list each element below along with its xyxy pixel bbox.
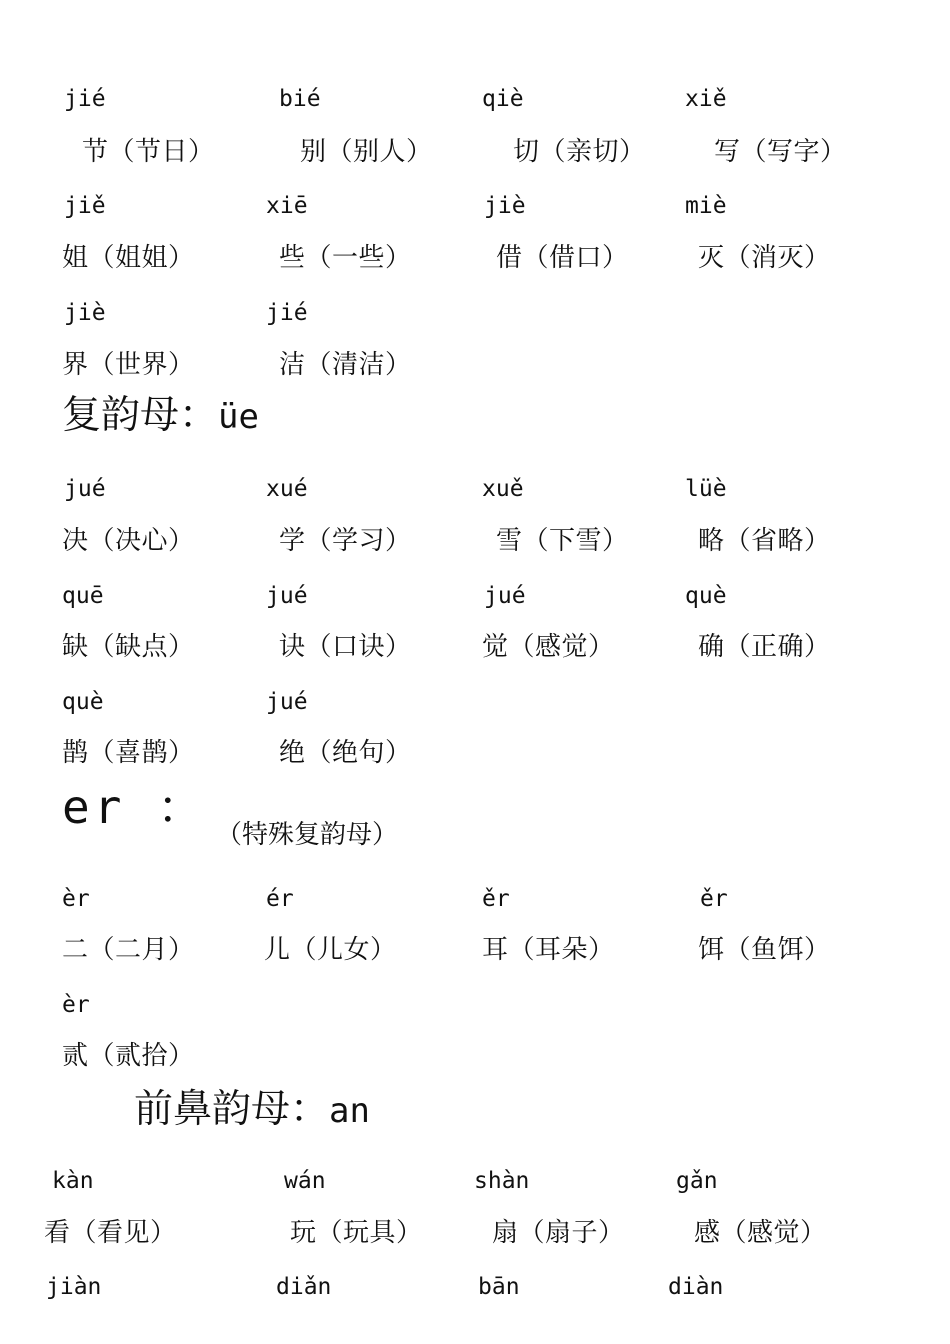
character-word: 诀（口诀） <box>279 632 412 662</box>
pinyin: jié <box>64 86 106 112</box>
character-word: 节（节日） <box>82 137 215 167</box>
character-word: 扇（扇子） <box>492 1218 625 1248</box>
character-word: 绝（绝句） <box>279 738 412 768</box>
character-word: 些（一些） <box>279 243 412 273</box>
pinyin: jiè <box>484 193 526 219</box>
character-word: 界（世界） <box>62 350 195 380</box>
character-word: 别（别人） <box>300 137 433 167</box>
pinyin: kàn <box>52 1168 94 1194</box>
character-word: 灭（消灭） <box>698 243 831 273</box>
pinyin: xiě <box>685 86 727 112</box>
pinyin: qiè <box>482 86 524 112</box>
pinyin: jiě <box>64 193 106 219</box>
character-word: 觉（感觉） <box>482 632 615 662</box>
character-word: 确（正确） <box>698 632 831 662</box>
character-word: 感（感觉） <box>694 1218 827 1248</box>
section-heading-an <box>134 1087 370 1132</box>
character-word: 借（借口） <box>496 243 629 273</box>
character-word: 决（决心） <box>62 526 195 556</box>
pinyin: ěr <box>482 886 510 912</box>
character-word: 学（学习） <box>279 526 412 556</box>
pinyin: jiàn <box>46 1274 102 1300</box>
character-word: 鹊（喜鹊） <box>62 738 195 768</box>
pinyin: miè <box>685 193 727 219</box>
pinyin: wán <box>284 1168 326 1194</box>
character-word: 略（省略） <box>698 526 831 556</box>
pinyin: gǎn <box>676 1168 718 1194</box>
pinyin: xiē <box>266 193 308 219</box>
pinyin: què <box>685 583 727 609</box>
character-word: 写（写字） <box>714 137 847 167</box>
heading-label: 复韵母： <box>62 393 219 438</box>
character-word: 二（二月） <box>62 935 195 965</box>
section-heading-ue <box>62 393 259 438</box>
pinyin: lüè <box>685 476 727 502</box>
heading-label: 前鼻韵母： <box>134 1087 330 1132</box>
character-word: 姐（姐姐） <box>62 243 195 273</box>
pinyin: jué <box>484 583 526 609</box>
character-word: 雪（下雪） <box>496 526 629 556</box>
pinyin: ér <box>266 886 294 912</box>
pinyin: què <box>62 689 104 715</box>
character-word: 看（看见） <box>44 1218 177 1248</box>
pinyin: jué <box>266 583 308 609</box>
pinyin: bān <box>478 1274 520 1300</box>
section-heading-er: er ： <box>62 780 208 834</box>
character-word: 耳（耳朵） <box>482 935 615 965</box>
pinyin: èr <box>62 886 90 912</box>
pinyin: shàn <box>474 1168 530 1194</box>
pinyin: bié <box>279 86 321 112</box>
pinyin: diǎn <box>276 1274 332 1300</box>
character-word: 缺（缺点） <box>62 632 195 662</box>
heading-note: （特殊复韵母） <box>216 820 399 850</box>
heading-final: an <box>329 1091 370 1131</box>
pinyin: jié <box>266 300 308 326</box>
pinyin: jué <box>64 476 106 502</box>
pinyin: ěr <box>700 886 728 912</box>
character-word: 饵（鱼饵） <box>698 935 831 965</box>
character-word: 贰（贰拾） <box>62 1041 195 1071</box>
pinyin: diàn <box>668 1274 724 1300</box>
character-word: 洁（清洁） <box>279 350 412 380</box>
pinyin: jué <box>266 689 308 715</box>
pinyin: xué <box>266 476 308 502</box>
character-word: 儿（儿女） <box>264 935 397 965</box>
character-word: 玩（玩具） <box>290 1218 423 1248</box>
pinyin: xuě <box>482 476 524 502</box>
pinyin: quē <box>62 583 104 609</box>
character-word: 切（亲切） <box>513 137 646 167</box>
pinyin: jiè <box>64 300 106 326</box>
pinyin: èr <box>62 992 90 1018</box>
heading-final: üe <box>218 397 259 437</box>
